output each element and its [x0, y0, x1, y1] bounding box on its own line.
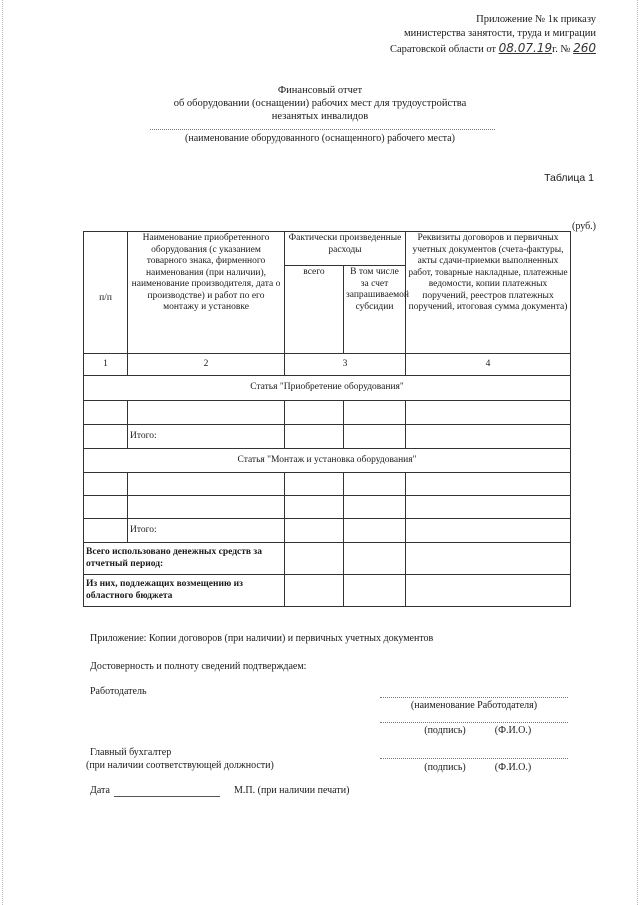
- employer-label: Работодатель: [90, 686, 147, 697]
- table-row: [84, 401, 571, 425]
- col-number-4: 4: [406, 354, 571, 376]
- total-label-1: Итого:: [128, 425, 285, 449]
- col-number-3: 3: [285, 354, 406, 376]
- table-row: [84, 473, 571, 496]
- col-number-2: 2: [128, 354, 285, 376]
- confirmation-text: Достоверность и полноту сведений подтверждаем:: [90, 661, 307, 672]
- accountant-fio-caption: (Ф.И.О.): [494, 762, 532, 773]
- employer-signature-line: [380, 722, 568, 723]
- header-actual-expenses: Фактически произведенные расходы: [285, 232, 406, 266]
- annex-note: Приложение: Копии договоров (при наличии) и первичных учетных документов: [90, 633, 434, 644]
- date-line: [114, 796, 220, 797]
- header-documents: Реквизиты договоров и первичных учетных документов (счета-фактуры, акты сдачи-приемки выполненных работ, товарные накладные, платежные ведомости, копии платежных поручений, реестров платежных поручений, итоговая сумма документа): [406, 232, 571, 354]
- stamp-label: М.П. (при наличии печати): [234, 785, 350, 796]
- employer-name-line: [380, 697, 568, 698]
- workplace-name-line: [150, 129, 495, 130]
- section-installation: Статья "Монтаж и установка оборудования": [84, 449, 571, 473]
- employer-name-caption: (наименование Работодателя): [410, 700, 538, 711]
- title-line-2: об оборудовании (оснащении) рабочих мест для трудоустройства: [173, 98, 467, 109]
- annex-line-2: министерства занятости, труда и миграции: [404, 28, 596, 39]
- accountant-note: (при наличии соответствующей должности): [86, 760, 274, 771]
- reimbursable-label: Из них, подлежащих возмещению из областного бюджета: [84, 575, 285, 607]
- annex-line-3-prefix: Саратовской области от: [389, 44, 497, 55]
- accountant-sign-caption: (подпись): [424, 762, 466, 773]
- date-label: Дата: [90, 785, 110, 796]
- workplace-caption: (наименование оборудованного (оснащенного) рабочего места): [185, 133, 455, 144]
- header-subsidy: В том числе за счет запрашиваемой субсидии: [344, 266, 406, 354]
- accountant-signature-line: [380, 758, 568, 759]
- title-line-3: незанятых инвалидов: [271, 111, 369, 122]
- annex-header: [336, 13, 596, 57]
- report-title: [150, 84, 490, 123]
- total-label-2: Итого:: [128, 519, 285, 543]
- table-row-total-1: [84, 425, 571, 449]
- scan-left-edge: [2, 0, 4, 905]
- handwritten-number: 260: [573, 41, 596, 55]
- currency-unit: (руб.): [572, 221, 596, 232]
- employer-fio-caption: (Ф.И.О.): [494, 725, 532, 736]
- header-num: п/п: [84, 232, 128, 354]
- col-number-1: 1: [84, 354, 128, 376]
- financial-report-table: [83, 231, 571, 607]
- annex-line-1: Приложение № 1к приказу: [476, 14, 596, 25]
- accountant-label: Главный бухгалтер: [90, 747, 172, 758]
- table-row: [84, 496, 571, 519]
- table-label: Таблица 1: [544, 172, 594, 184]
- annex-number-prefix: г. №: [552, 44, 571, 55]
- table-row-total-2: [84, 519, 571, 543]
- annex-line-3: [336, 41, 596, 57]
- handwritten-date: 08.07.19: [498, 41, 553, 55]
- employer-sign-caption: (подпись): [424, 725, 466, 736]
- header-total: всего: [285, 266, 344, 354]
- header-equipment-name: Наименование приобретенного оборудования (с указанием товарного знака, фирменного наименования (при наличии), наименование производителя, дата о производстве) и работ по его монтажу и установке: [128, 232, 285, 354]
- section-equipment-purchase: Статья "Приобретение оборудования": [84, 376, 571, 401]
- grand-total-label: Всего использовано денежных средств за отчетный период:: [84, 543, 285, 575]
- title-line-1: Финансовый отчет: [277, 85, 363, 96]
- scan-right-edge: [636, 0, 638, 905]
